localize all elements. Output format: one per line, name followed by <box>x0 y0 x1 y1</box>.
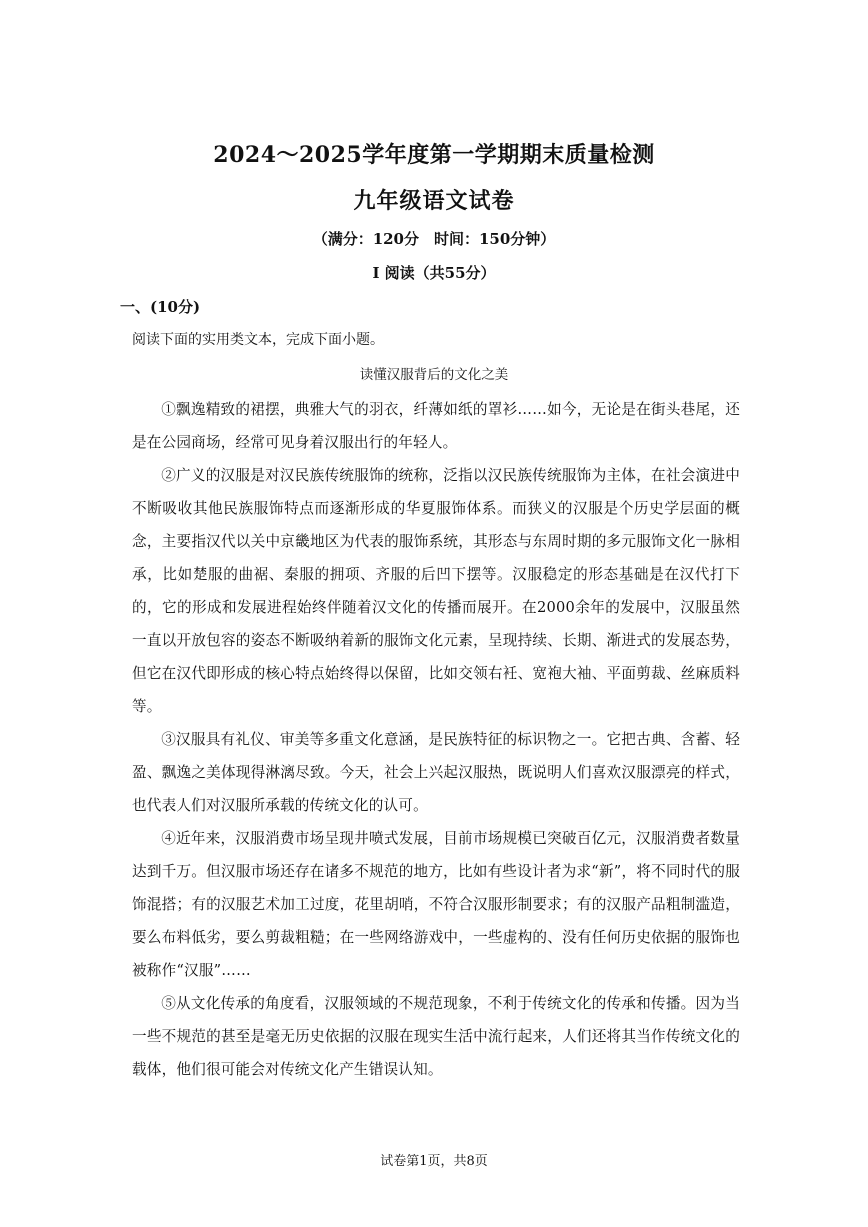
part-heading: 一、(10分) <box>120 298 201 316</box>
instruction-text: 阅读下面的实用类文本，完成下面小题。 <box>132 332 384 348</box>
page-footer: 试卷第1页，共8页 <box>380 1154 488 1169</box>
article-title: 读懂汉服背后的文化之美 <box>359 367 509 383</box>
paragraph-1: ①飘逸精致的裙摆，典雅大气的羽衣，纤薄如纸的罩衫……如今，无论是在街头巷尾，还是在公园商场，经常可见身着汉服出行的年轻人。 <box>132 401 740 451</box>
paragraph-5: ⑤从文化传承的角度看，汉服领域的不规范现象，不利于传统文化的传承和传播。因为当一些不规范的甚至是毫无历史依据的汉服在现实生活中流行起来，人们还将其当作传统文化的载体，他们很可能会对传统文化产生错误认知。 <box>132 995 740 1078</box>
section-heading: I 阅读（共55分） <box>372 264 496 282</box>
exam-title: 2024～2025学年度第一学期期末质量检测 <box>213 142 655 168</box>
article-body <box>132 393 740 1086</box>
paragraph-2: ②广义的汉服是对汉民族传统服饰的统称，泛指以汉民族传统服饰为主体，在社会演进中不断吸收其他民族服饰特点而逐渐形成的华夏服饰体系。而狭义的汉服是个历史学层面的概念，主要指汉代以关中京畿地区为代表的服饰系统，其形态与东周时期的多元服饰文化一脉相承，比如楚服的曲裾、秦服的拥项、齐服的后凹下摆等。汉服稳定的形态基础是在汉代打下的，它的形成和发展进程始终伴随着汉文化的传播而展开。在2000余年的发展中，汉服虽然一直以开放包容的姿态不断吸纳着新的服饰文化元素，呈现持续、长期、渐进式的发展态势，但它在汉代即形成的核心特点始终得以保留，比如交领右衽、宽袍大袖、平面剪裁、丝麻质料等。 <box>132 467 740 715</box>
paragraph-4: ④近年来，汉服消费市场呈现井喷式发展，目前市场规模已突破百亿元，汉服消费者数量达到千万。但汉服市场还存在诸多不规范的地方，比如有些设计者为求“新”，将不同时代的服饰混搭；有的汉服艺术加工过度，花里胡哨，不符合汉服形制要求；有的汉服产品粗制滥造，要么布料低劣，要么剪裁粗糙；在一些网络游戏中，一些虚构的、没有任何历史依据的服饰也被称作“汉服”…… <box>132 830 740 979</box>
paragraph-3: ③汉服具有礼仪、审美等多重文化意涵，是民族特征的标识物之一。它把古典、含蓄、轻盈、飘逸之美体现得淋漓尽致。今天，社会上兴起汉服热，既说明人们喜欢汉服漂亮的样式，也代表人们对汉服所承载的传统文化的认可。 <box>132 731 740 814</box>
exam-subtitle: 九年级语文试卷 <box>353 188 515 214</box>
exam-meta: （满分：120分 时间：150分钟） <box>312 230 556 248</box>
